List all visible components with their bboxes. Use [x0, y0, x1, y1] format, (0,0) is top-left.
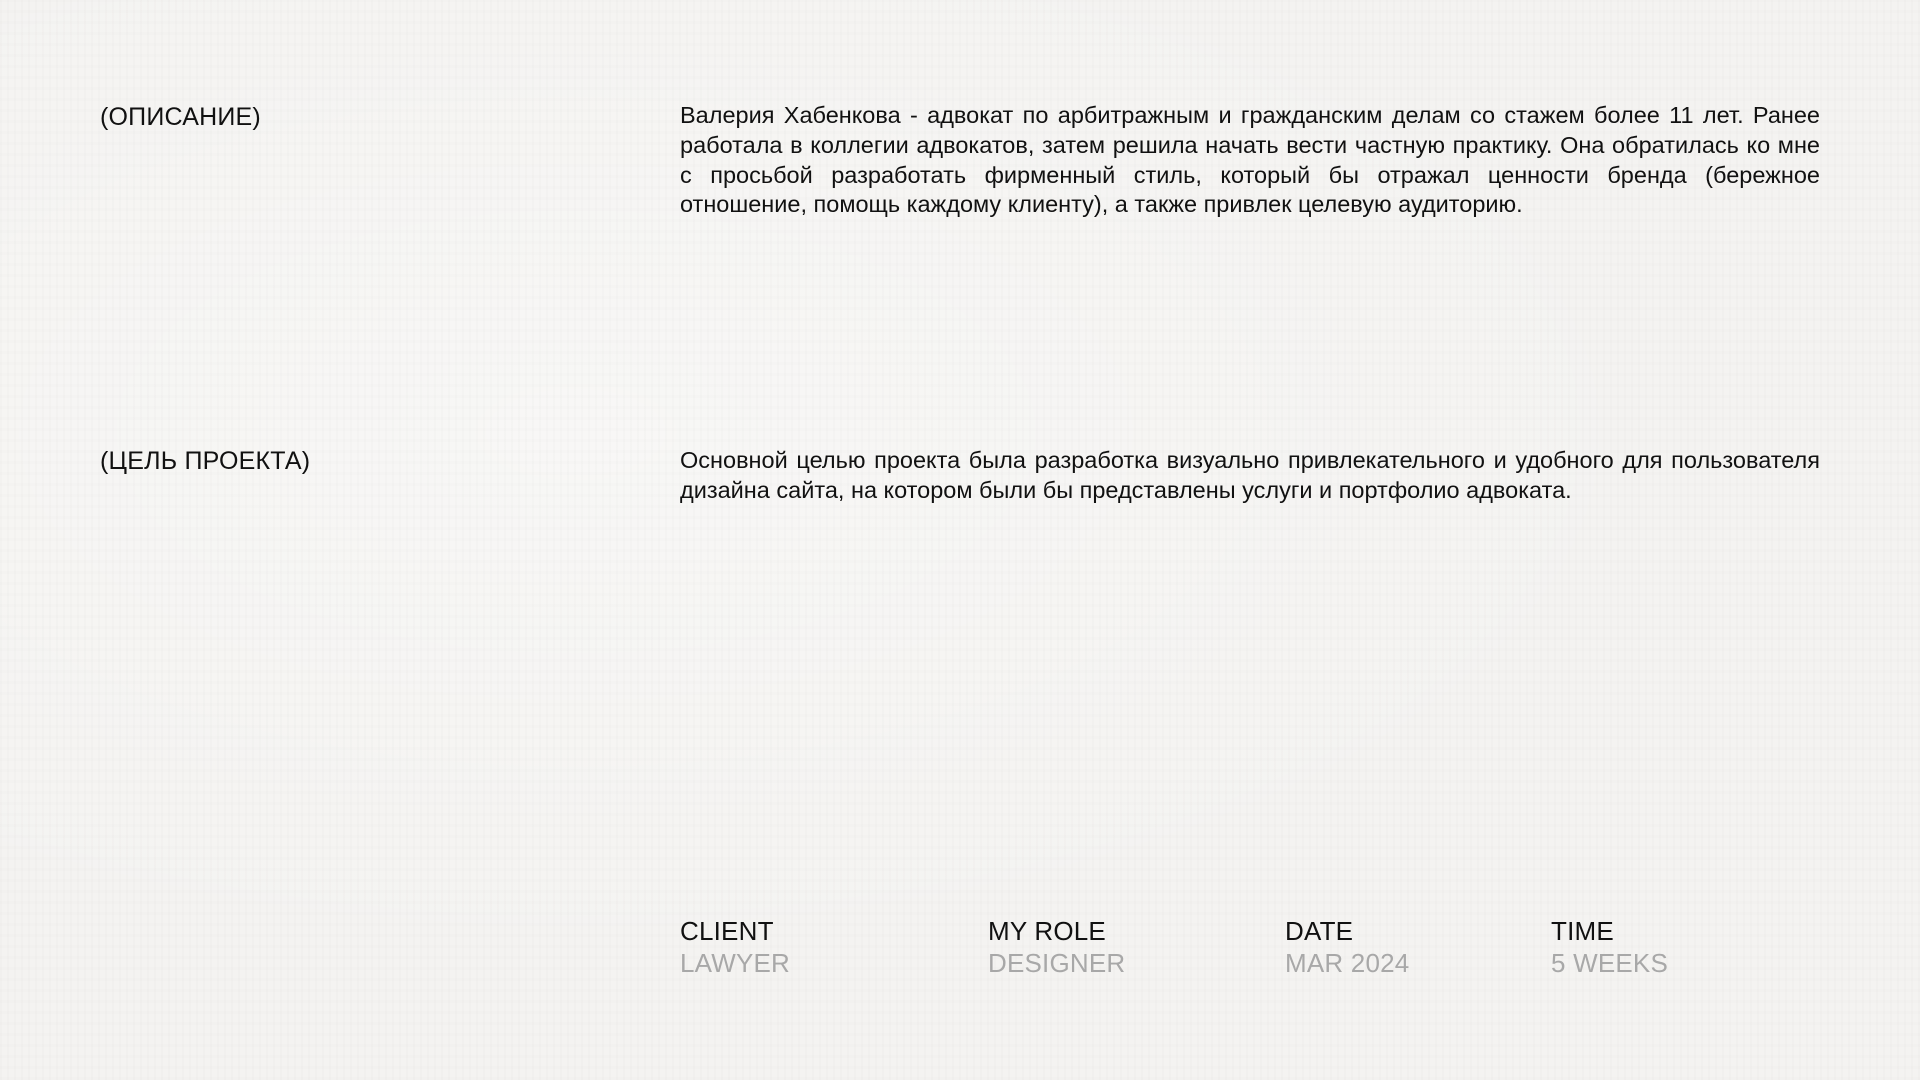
meta-time-label: TIME: [1551, 916, 1614, 946]
meta-date-label: DATE: [1285, 916, 1354, 946]
description-heading: (ОПИСАНИЕ): [100, 103, 261, 131]
project-goal-heading: (ЦЕЛЬ ПРОЕКТА): [100, 447, 311, 475]
meta-time: [1551, 915, 1668, 979]
meta-date: [1285, 915, 1409, 979]
project-goal-text: Основной целью проекта была разработка визуально привлекательного и удобного для пользователя дизайна сайта, на котором были бы представлены услуги и портфолио адвоката.: [680, 447, 1820, 503]
description-text: Валерия Хабенкова - адвокат по арбитражным и гражданским делам со стажем более 11 лет. Ранее работала в коллегии адвокатов, затем решила начать вести частную практику. Она обратилась ко мне с просьбой разработать фирменный стиль, который бы отражал ценности бренда (бережное отношение, помощь каждому клиенту), а также привлек целевую аудиторию.: [680, 102, 1820, 218]
meta-role-label: MY ROLE: [988, 916, 1106, 946]
meta-client: [680, 915, 790, 979]
meta-role-value: DESIGNER: [988, 948, 1126, 978]
meta-time-value: 5 WEEKS: [1551, 948, 1668, 978]
meta-client-label: CLIENT: [680, 916, 774, 946]
meta-role: [988, 915, 1125, 979]
meta-client-value: LAWYER: [680, 948, 791, 978]
meta-date-value: MAR 2024: [1285, 948, 1410, 978]
